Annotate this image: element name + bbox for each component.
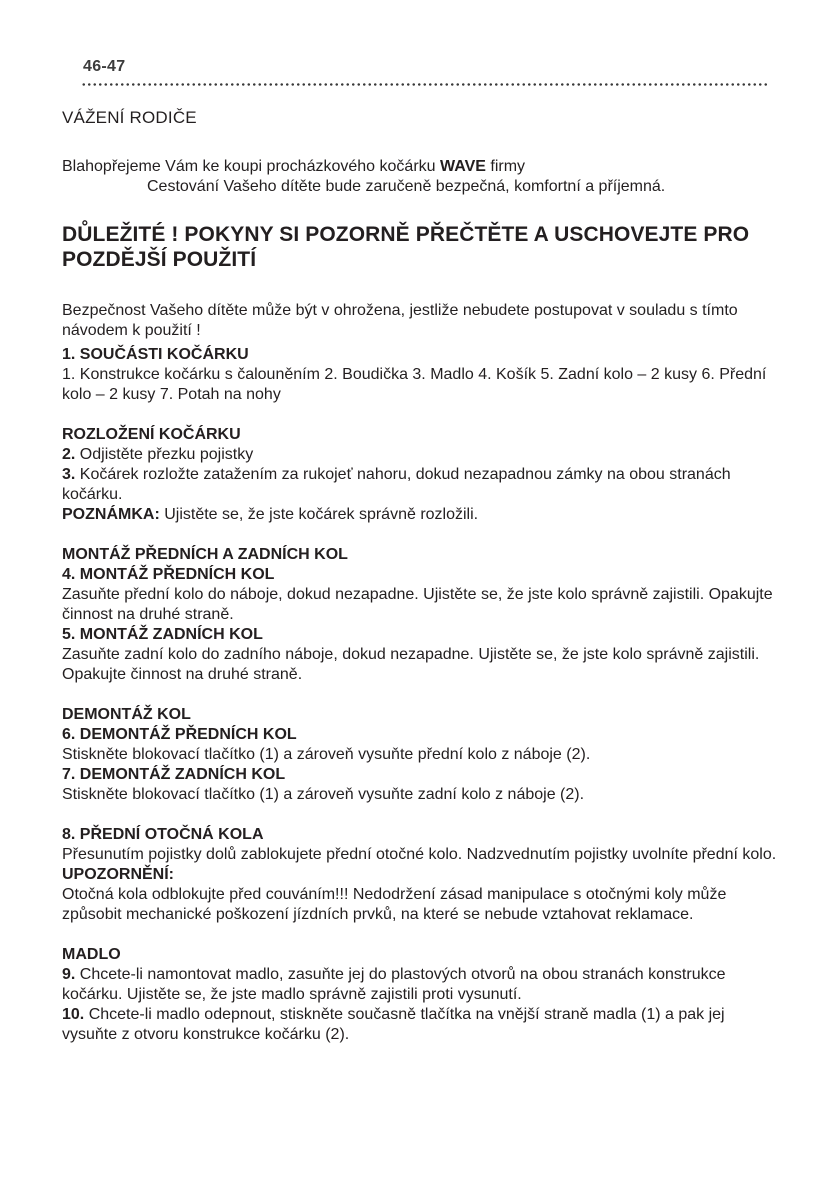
step-number: 10. [62,1006,85,1023]
intro-line-1 [62,157,782,177]
warning-title: UPOZORNĚNÍ: [62,866,174,883]
rear-wheel-dismount-text: Stiskněte blokovací tlačítko (1) a zároveň vysuňte zadní kolo z náboje (2). [62,786,585,803]
swivel-title: 8. PŘEDNÍ OTOČNÁ KOLA [62,826,264,843]
unfolding-note [62,505,782,525]
front-wheel-dismount-title: 6. DEMONTÁŽ PŘEDNÍCH KOL [62,726,297,743]
step-number: 3. [62,466,76,483]
document-body [62,108,782,1045]
note-text: Ujistěte se, že jste kočárek správně rozložili. [159,506,479,523]
wheel-mount-title: MONTÁŽ PŘEDNÍCH A ZADNÍCH KOL [62,546,348,563]
step-text: Chcete-li madlo odepnout, stiskněte současně tlačítka na vnější straně madla (1) a pak jej vysuňte z otvoru konstrukce kočárku (2). [62,1006,725,1043]
front-wheel-mount-text: Zasuňte přední kolo do náboje, dokud nezapadne. Ujistěte se, že jste kolo správně zajistili. Opakujte činnost na druhé straně. [62,586,773,623]
intro-line-2: Cestování Vašeho dítěte bude zaručeně bezpečná, komfortní a příjemná. [147,178,666,195]
handle-step-10 [62,1005,782,1045]
swivel-text: Přesunutím pojistky dolů zablokujete přední otočné kolo. Nadzvednutím pojistky uvolníte přední kolo. [62,846,777,863]
step-number: 9. [62,966,76,983]
note-label: POZNÁMKA: [62,506,160,523]
handle-title: MADLO [62,946,121,963]
handle-step-9 [62,965,782,1005]
intro-suffix: firmy [485,158,526,175]
step-text: Kočárek rozložte zatažením za rukojeť nahoru, dokud nezapadnou zámky na obou stranách kočárku. [62,466,731,503]
parts-text: 1. Konstrukce kočárku s čalouněním 2. Boudička 3. Madlo 4. Košík 5. Zadní kolo – 2 kusy 6. Přední kolo – 2 kusy 7. Potah na nohy [62,366,767,403]
warning-text: Otočná kola odblokujte před couváním!!! Nedodržení zásad manipulace s otočnými koly může způsobit mechanické poškození jízdních prvků, na které se nebude vztahovat reklamace. [62,886,727,923]
greeting: VÁŽENÍ RODIČE [62,108,197,127]
wheel-dismount-title: DEMONTÁŽ KOL [62,706,191,723]
step-text: Chcete-li namontovat madlo, zasuňte jej do plastových otvorů na obou stranách konstrukce kočárku. Ujistěte se, že jste madlo správně zajistili proti vysunutí. [62,966,726,1003]
rear-wheel-mount-text: Zasuňte zadní kolo do zadního náboje, dokud nezapadne. Ujistěte se, že jste kolo správně zajistili. Opakujte činnost na druhé straně. [62,646,760,683]
important-title: DŮLEŽITÉ ! POKYNY SI POZORNĚ PŘEČTĚTE A USCHOVEJTE PRO POZDĚJŠÍ POUŽITÍ [62,223,750,271]
intro-prefix: Blahopřejeme Vám ke koupi procházkového kočárku [62,158,440,175]
unfolding-title: ROZLOŽENÍ KOČÁRKU [62,426,241,443]
parts-title: 1. SOUČÁSTI KOČÁRKU [62,346,249,363]
dotted-divider [81,83,767,86]
safety-note: Bezpečnost Vašeho dítěte může být v ohrožena, jestliže nebudete postupovat v souladu s tímto návodem k použití ! [62,302,738,339]
unfolding-step-3 [62,465,782,505]
brand-name: WAVE [439,158,486,175]
unfolding-step-2 [62,445,782,465]
page-number: 46-47 [83,58,126,75]
step-text: Odjistěte přezku pojistky [75,446,254,463]
step-number: 2. [62,446,76,463]
front-wheel-mount-title: 4. MONTÁŽ PŘEDNÍCH KOL [62,566,275,583]
front-wheel-dismount-text: Stiskněte blokovací tlačítko (1) a zároveň vysuňte přední kolo z náboje (2). [62,746,591,763]
rear-wheel-dismount-title: 7. DEMONTÁŽ ZADNÍCH KOL [62,766,286,783]
rear-wheel-mount-title: 5. MONTÁŽ ZADNÍCH KOL [62,626,263,643]
